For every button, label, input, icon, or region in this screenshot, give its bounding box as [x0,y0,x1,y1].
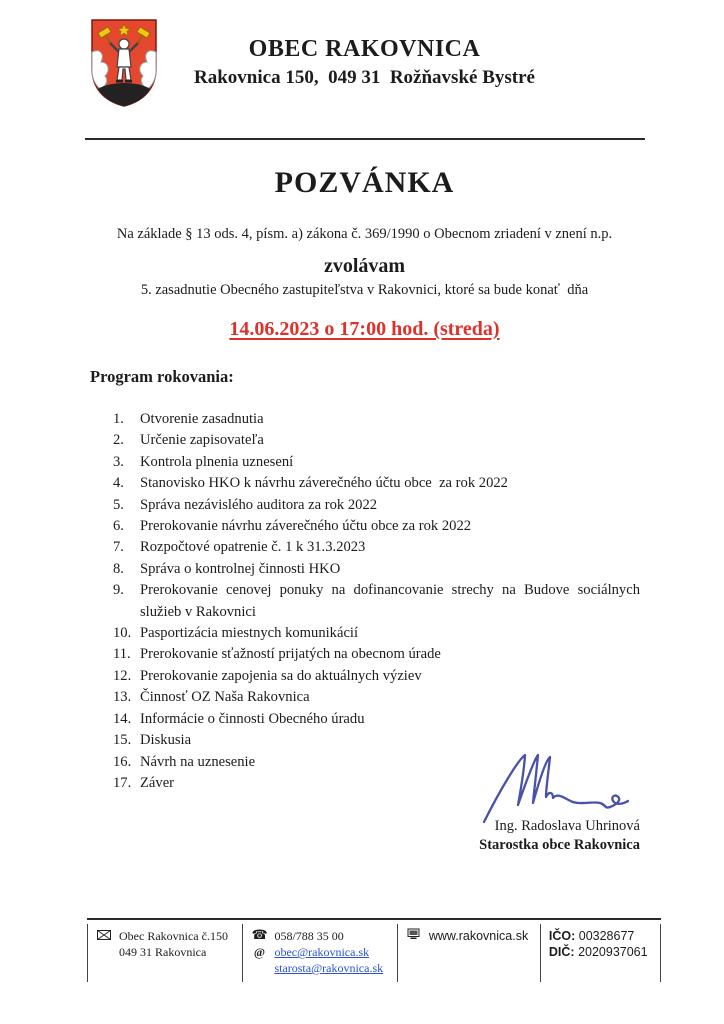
signer-role: Starostka obce Rakovnica [479,837,640,853]
ico-label: IČO: [548,929,576,943]
footer-phone: 058/788 35 00 [274,929,344,943]
program-item-16: 16. Návrh na uznesenie [113,753,256,770]
footer-table [87,924,661,982]
organization-name: OBEC RAKOVNICA [248,36,481,62]
program-item-2: 2. Určenie zapisovateľa [113,432,264,449]
program-item-8: 8. Správa o kontrolnej činnosti HKO [113,560,341,577]
envelope-icon [96,928,112,944]
footer-ids-cell [540,924,660,982]
legal-basis-line: Na základe § 13 ods. 4, písm. a) zákona č. 369/1990 o Obecnom zriadení v znení n.p. [116,226,613,242]
program-item-4: 4. Stanovisko HKO k návrhu záverečného účtu obce za rok 2022 [113,475,508,492]
footer-address-cell [88,924,242,982]
handwritten-signature [480,748,630,824]
program-item-17: 17. Záver [113,774,175,791]
footer-email-secondary[interactable]: starosta@rakovnica.sk [274,961,384,975]
program-item-5: 5. Správa nezávislého auditora za rok 2022 [113,496,378,513]
program-item-9: 9. Prerokovanie cenovej ponuky na dofinancovanie strechy na Budove sociálnych služieb v Rakovnici [113,582,640,620]
meeting-datetime: 14.06.2023 o 17:00 hod. (streda) [229,318,500,340]
program-item-10: 10. Pasportizácia miestnych komunikácií [113,625,359,642]
footer-contact-cell [242,924,396,982]
signature-block [400,748,640,854]
header-divider [85,138,645,140]
footer-address-line1: Obec Rakovnica č.150 [119,929,228,943]
program-item-3: 3. Kontrola plnenia uznesení [113,453,294,470]
footer-address-line2: 049 31 Rakovnica [119,945,207,959]
computer-icon [406,928,422,944]
footer-web-cell [397,924,540,982]
program-item-6: 6. Prerokovanie návrhu záverečného účtu obce za rok 2022 [113,518,472,535]
footer-email-primary[interactable]: obec@rakovnica.sk [274,945,370,959]
program-item-12: 12. Prerokovanie zapojenia sa do aktuálnych výziev [113,667,422,684]
dic-value: 2020937061 [578,945,648,959]
letterhead [0,18,724,118]
footer-contact-block [87,918,661,982]
program-item-15: 15. Diskusia [113,732,192,749]
organization-address: Rakovnica 150, 049 31 Rožňavské Bystré [194,67,535,88]
footer-website: www.rakovnica.sk [428,929,529,943]
at-sign-icon: @ [253,945,266,959]
document-body [84,158,645,794]
signer-name: Ing. Radoslava Uhrinová [494,818,640,834]
dic-label: DIČ: [548,945,575,959]
program-item-14: 14. Informácie o činnosti Obecného úradu [113,710,365,727]
telephone-icon: ☎ [251,927,268,942]
ico-value: 00328677 [578,929,635,943]
program-item-11: 11. Prerokovanie sťažností prijatých na obecnom úrade [113,646,441,663]
program-list [84,409,645,794]
program-heading: Program rokovania: [90,367,234,386]
program-item-7: 7. Rozpočtové opatrenie č. 1 k 31.3.2023 [113,539,366,556]
session-line: 5. zasadnutie Obecného zastupiteľstva v Rakovnici, ktoré sa bude konať dňa [140,282,589,298]
convene-word: zvolávam [323,255,406,277]
program-item-1: 1. Otvorenie zasadnutia [113,411,264,427]
program-item-13: 13. Činnosť OZ Naša Rakovnica [113,689,310,706]
document-title: POZVÁNKA [274,166,455,199]
